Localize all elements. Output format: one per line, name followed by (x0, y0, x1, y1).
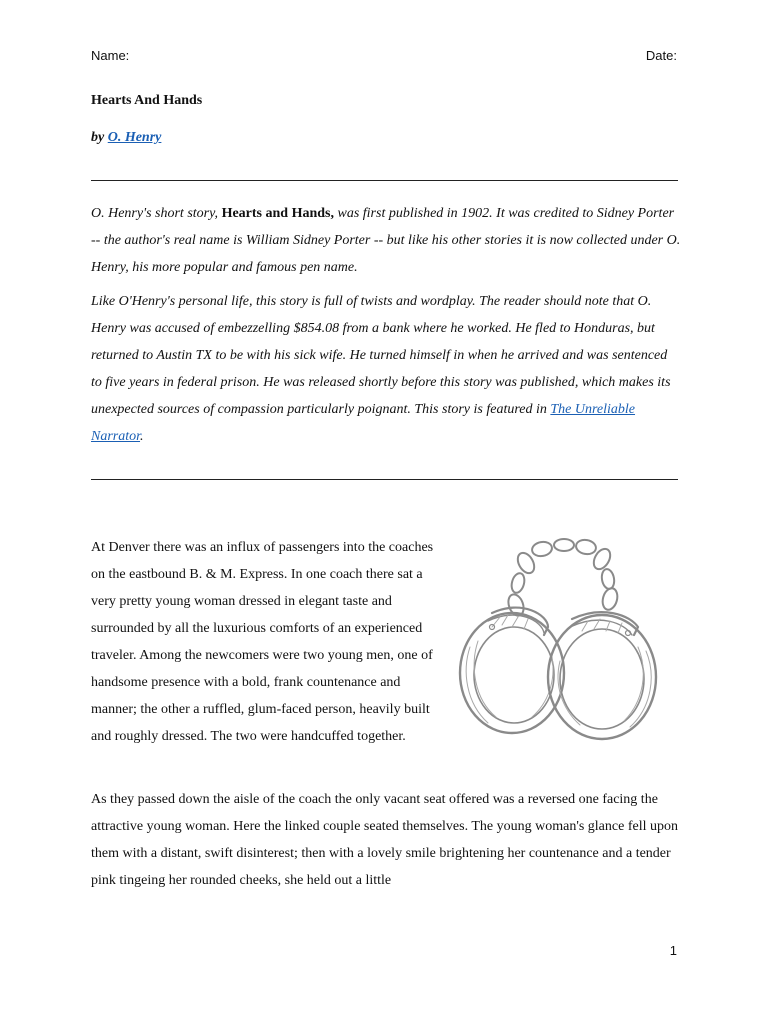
story-title: Hearts And Hands (91, 93, 203, 108)
divider-bottom (91, 479, 678, 480)
name-label: Name: (91, 48, 130, 63)
unreliable-narrator-link[interactable]: The Unreliable Narrator (91, 402, 636, 444)
intro-p2-text: Like O'Henry's personal life, this story is full of twists and wordplay. The reader should note that O. Henry was accused of embezzelling $854.08 from a bank where he worked. He fled to Honduras, but returned to Austin TX to be with his sick wife. He turned himself in when he arrived and was sentenced to five years in federal prison. He was released shortly before this story was published, which makes its unexpected sources of compassion particularly poignant. This story is featured in (91, 294, 671, 417)
divider-top (91, 180, 678, 181)
page-number: 1 (669, 943, 677, 958)
chain-icon (506, 538, 620, 617)
author-link[interactable]: O. Henry (107, 130, 162, 145)
intro-paragraph-1 (91, 200, 681, 281)
intro-paragraph-2 (91, 288, 681, 450)
story-paragraph-1: At Denver there was an influx of passengers into the coaches on the eastbound B. & M. Express. In one coach there sat a very pretty young woman dressed in elegant taste and surrounded by all the luxurious comforts of an experienced traveler. Among the newcomers were two young men, one of handsome presence with a bold, frank countenance and manner; the other a ruffled, glum-faced person, heavily built and roughly dressed. The two were handcuffed together. (91, 540, 434, 744)
byline-prefix: by (91, 130, 105, 145)
intro-p1-rest: was first published in 1902. It was credited to Sidney Porter -- the author's real name is William Sidney Porter -- but like his other stories it is now collected under O. Henry, his more popular and famous pen name. (91, 206, 681, 275)
handcuffs-illustration (452, 535, 680, 757)
story-paragraph-2: As they passed down the aisle of the coach the only vacant seat offered was a reversed one facing the attractive young woman. Here the linked couple seated themselves. The young woman's glance fell upon them with a distant, swift disinterest; then with a lovely smile brightening her countenance and a tender pink tingeing her rounded cheeks, she held out a little (91, 792, 678, 888)
intro-p2-end: . (140, 429, 144, 444)
intro-p1-start: O. Henry's short story, (91, 206, 222, 221)
intro-story-title-text: Hearts and Hands, (221, 206, 334, 221)
byline (91, 130, 161, 146)
intro-story-title (222, 206, 334, 221)
date-label: Date: (645, 48, 677, 63)
